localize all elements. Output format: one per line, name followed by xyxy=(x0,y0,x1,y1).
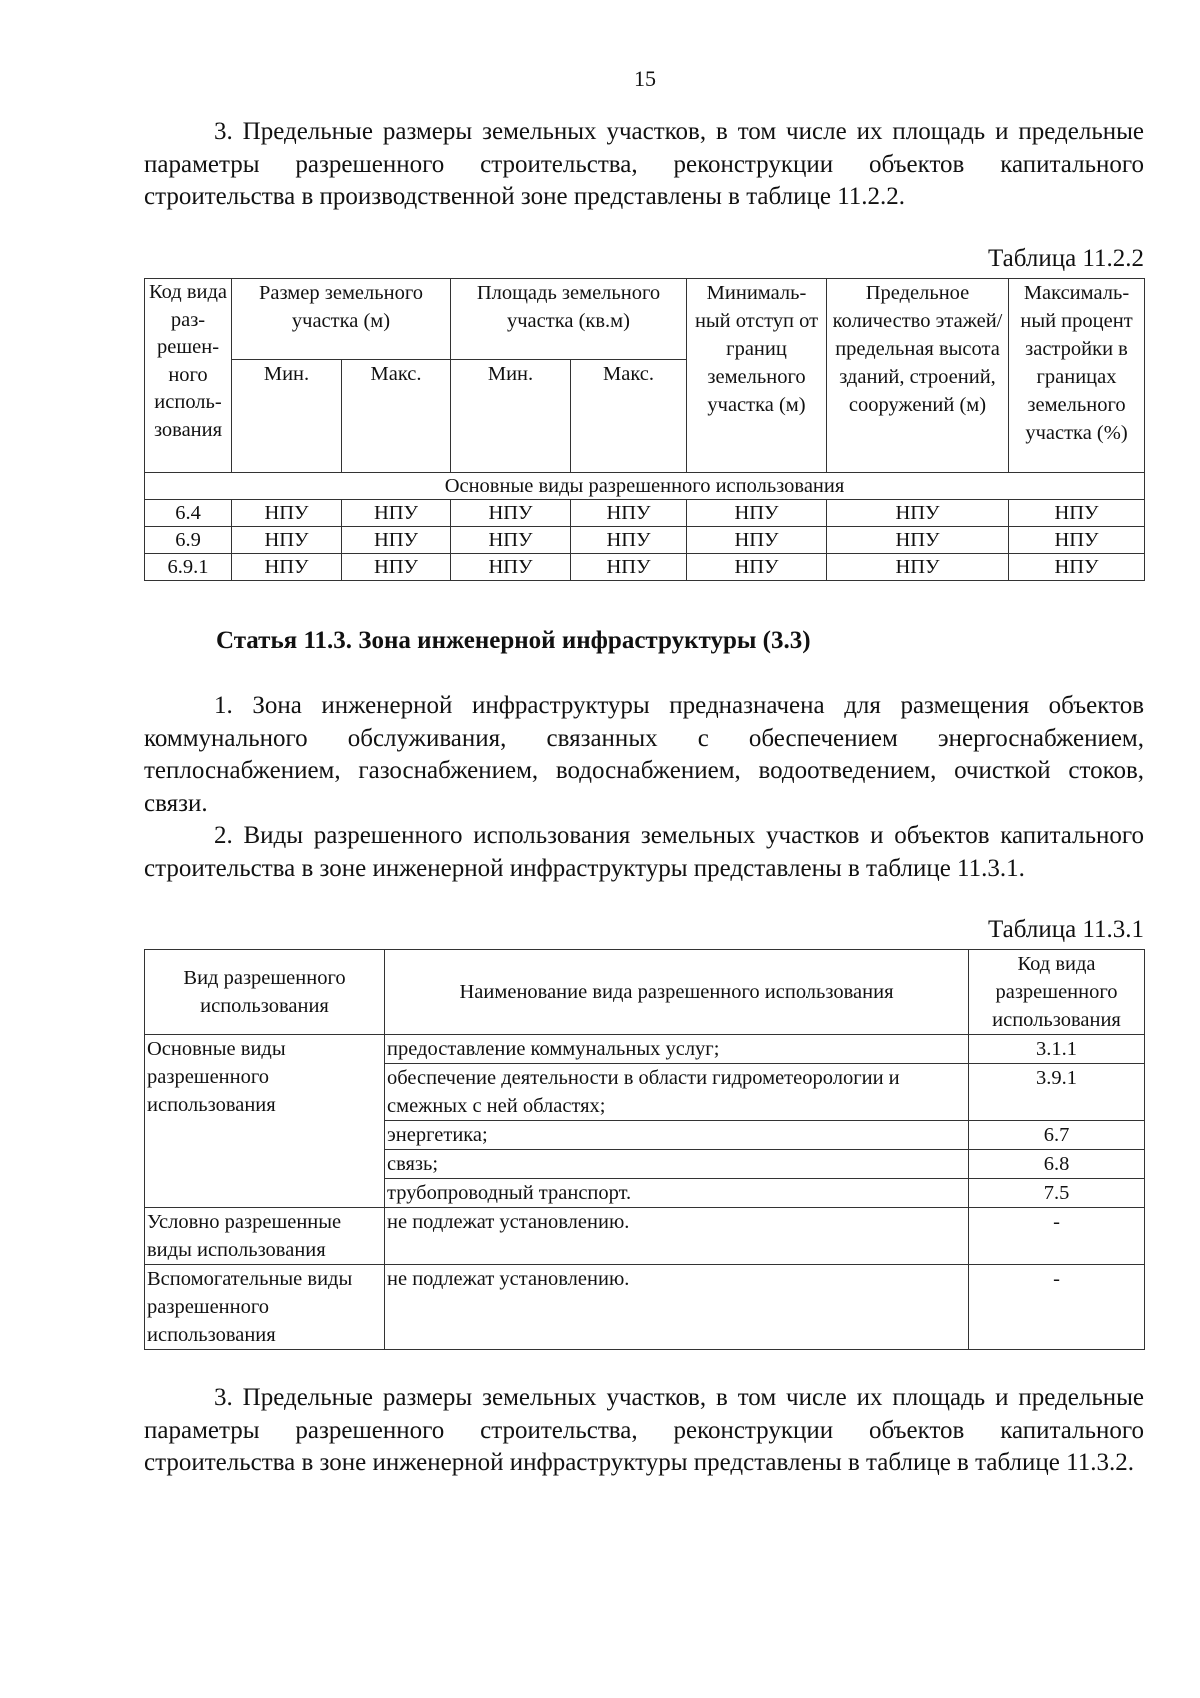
use-code: - xyxy=(969,1208,1145,1265)
header-size-min: Мин. xyxy=(232,360,342,473)
cell-value: НПУ xyxy=(827,554,1009,581)
cell-value: НПУ xyxy=(687,554,827,581)
use-code: - xyxy=(969,1265,1145,1350)
cell-value: НПУ xyxy=(571,527,687,554)
cell-value: НПУ xyxy=(342,554,451,581)
cell-value: НПУ xyxy=(1009,527,1145,554)
table-row xyxy=(145,1208,1145,1265)
table-row xyxy=(145,554,1145,581)
table-row xyxy=(145,1265,1145,1350)
header-area-min: Мин. xyxy=(451,360,571,473)
table-caption-11-3-1: Таблица 11.3.1 xyxy=(988,916,1144,943)
cell-code: 6.9.1 xyxy=(145,554,232,581)
cell-value: НПУ xyxy=(342,527,451,554)
cell-value: НПУ xyxy=(687,527,827,554)
cell-code: 6.9 xyxy=(145,527,232,554)
header-use-code: Код вида разрешенного использования xyxy=(969,950,1145,1035)
use-code: 3.9.1 xyxy=(969,1064,1145,1121)
header-size: Размер земельного участка (м) xyxy=(232,279,451,360)
use-code: 6.7 xyxy=(969,1121,1145,1150)
cell-value: НПУ xyxy=(451,500,571,527)
header-code: Код вида раз-решен-ного исполь-зования xyxy=(145,279,232,473)
use-name: трубопроводный транспорт. xyxy=(385,1179,969,1208)
article-heading: Статья 11.3. Зона инженерной инфраструктуры (3.3) xyxy=(216,627,811,654)
use-code: 3.1.1 xyxy=(969,1035,1145,1064)
cell-value: НПУ xyxy=(1009,500,1145,527)
table-11-2-2 xyxy=(144,278,1145,581)
use-name: обеспечение деятельности в области гидрометеорологии и смежных с ней областях; xyxy=(385,1064,969,1121)
cell-value: НПУ xyxy=(827,527,1009,554)
use-code: 6.8 xyxy=(969,1150,1145,1179)
use-name: энергетика; xyxy=(385,1121,969,1150)
table-row xyxy=(145,500,1145,527)
cell-value: НПУ xyxy=(451,554,571,581)
paragraph-limits-production: 3. Предельные размеры земельных участков, в том числе их площадь и предельные параметры разрешенного строительства, реконструкции объектов капитального строительства в производственной зоне представлены в таблице 11.2.2. xyxy=(144,118,1144,210)
header-use-name: Наименование вида разрешенного использования xyxy=(385,950,969,1035)
cell-code: 6.4 xyxy=(145,500,232,527)
cell-value: НПУ xyxy=(232,527,342,554)
use-code: 7.5 xyxy=(969,1179,1145,1208)
header-floors: Предельное количество этажей/ предельная высота зданий, строений, сооружений (м) xyxy=(827,279,1009,473)
cell-value: НПУ xyxy=(571,554,687,581)
header-max-percent: Максималь-ный процент застройки в границах земельного участка (%) xyxy=(1009,279,1145,473)
page-number: 15 xyxy=(634,66,656,91)
header-size-max: Макс. xyxy=(342,360,451,473)
paragraph-zone-purpose: 1. Зона инженерной инфраструктуры предназначена для размещения объектов коммунального обслуживания, связанных с обеспечением энергоснабжением, теплоснабжением, газоснабжением, водоснабжением, водоотведением, очисткой стоков, связи. xyxy=(144,692,1144,817)
table-row xyxy=(145,527,1145,554)
header-use-type: Вид разрешенного использования xyxy=(145,950,385,1035)
table-11-3-1 xyxy=(144,949,1145,1350)
use-name: связь; xyxy=(385,1150,969,1179)
table-row xyxy=(145,1035,1145,1064)
cell-value: НПУ xyxy=(571,500,687,527)
cell-value: НПУ xyxy=(451,527,571,554)
cell-value: НПУ xyxy=(232,554,342,581)
header-area: Площадь земельного участка (кв.м) xyxy=(451,279,687,360)
header-area-max: Макс. xyxy=(571,360,687,473)
cell-value: НПУ xyxy=(342,500,451,527)
group-main-uses: Основные виды разрешенного использования xyxy=(145,1035,385,1208)
table-caption-11-2-2: Таблица 11.2.2 xyxy=(988,245,1144,272)
cell-value: НПУ xyxy=(1009,554,1145,581)
header-min-setback: Минималь-ный отступ от границ земельного участка (м) xyxy=(687,279,827,473)
cell-value: НПУ xyxy=(232,500,342,527)
group-conditional-uses: Условно разрешенные виды использования xyxy=(145,1208,385,1265)
section-main-uses: Основные виды разрешенного использования xyxy=(145,473,1145,500)
group-auxiliary-uses: Вспомогательные виды разрешенного использования xyxy=(145,1265,385,1350)
cell-value: НПУ xyxy=(687,500,827,527)
paragraph-limits-infrastructure: 3. Предельные размеры земельных участков, в том числе их площадь и предельные параметры разрешенного строительства, реконструкции объектов капитального строительства в зоне инженерной инфраструктуры представлены в таблице в таблице 11.3.2. xyxy=(144,1384,1144,1476)
paragraph-permitted-uses: 2. Виды разрешенного использования земельных участков и объектов капитального строительства в зоне инженерной инфраструктуры представлены в таблице 11.3.1. xyxy=(144,822,1144,882)
cell-value: НПУ xyxy=(827,500,1009,527)
use-name: не подлежат установлению. xyxy=(385,1208,969,1265)
use-name: не подлежат установлению. xyxy=(385,1265,969,1350)
use-name: предоставление коммунальных услуг; xyxy=(385,1035,969,1064)
